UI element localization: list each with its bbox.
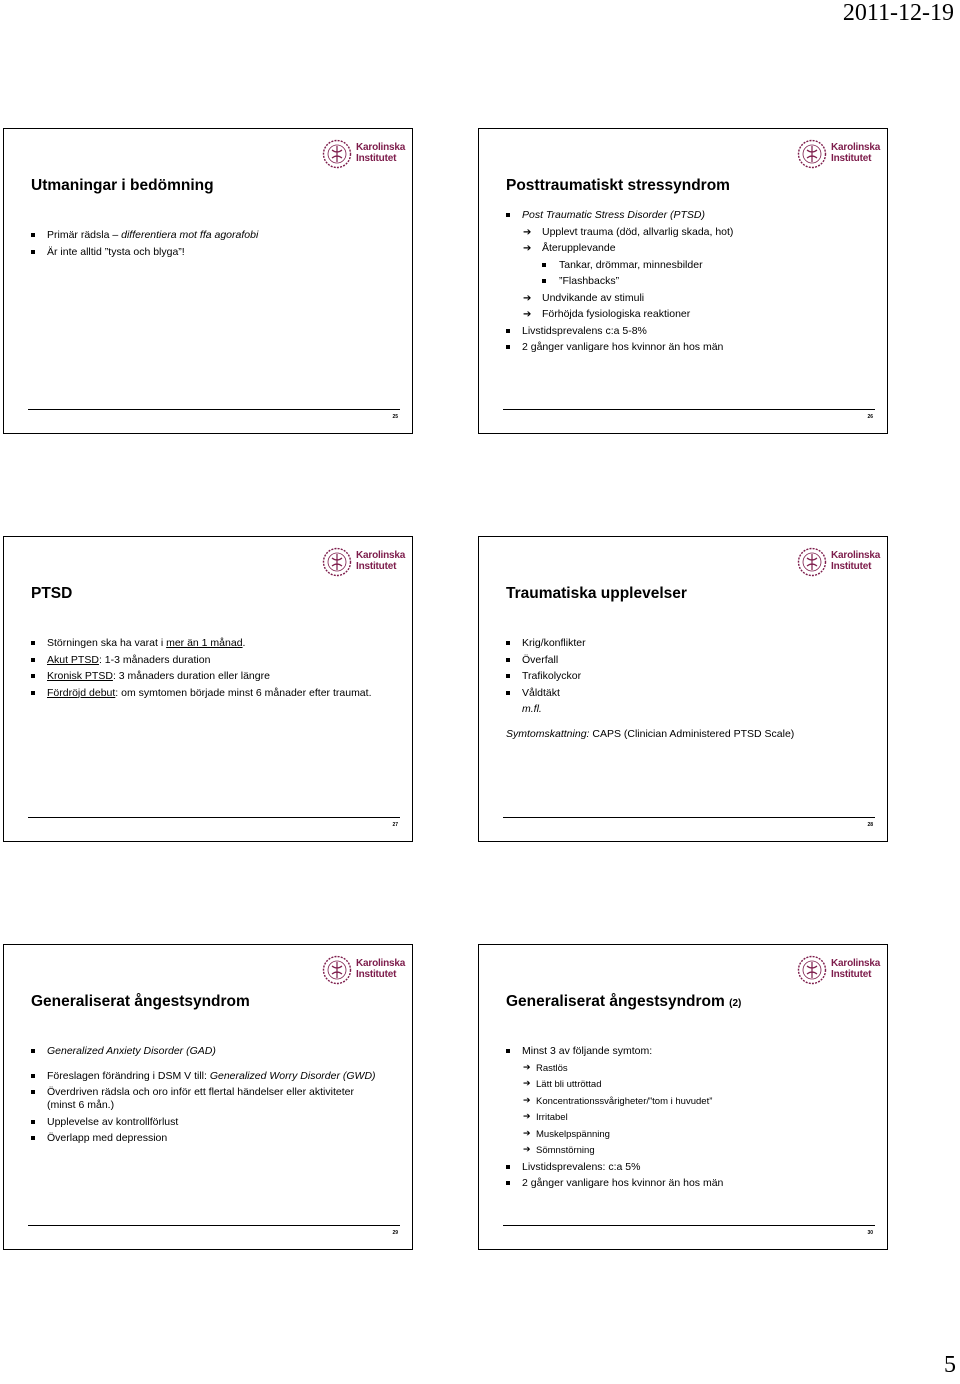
slide-title: PTSD bbox=[31, 585, 73, 602]
list-item: Generalized Anxiety Disorder (GAD) bbox=[31, 1045, 382, 1058]
slide-number: 28 bbox=[867, 822, 873, 828]
list-item: Överdriven rädsla och oro inför ett flertal händelser eller aktiviteter (minst 6 mån.) bbox=[31, 1086, 382, 1112]
seal-icon bbox=[322, 139, 352, 169]
list-item: ➔ Muskelpspänning bbox=[506, 1128, 857, 1141]
list-item: ”Flashbacks” bbox=[506, 275, 857, 288]
slide-body bbox=[506, 1045, 857, 1194]
list-item: Störningen ska ha varat i mer än 1 månad. bbox=[31, 637, 382, 650]
list-item: Tankar, drömmar, minnesbilder bbox=[506, 259, 857, 272]
slide-body bbox=[506, 637, 857, 744]
list-item: Akut PTSD: 1-3 månaders duration bbox=[31, 654, 382, 667]
brand-name: Karolinska Institutet bbox=[356, 142, 406, 164]
slide-title: Traumatiska upplevelser bbox=[506, 585, 687, 602]
slide-title: Generaliserat ångestsyndrom bbox=[31, 993, 250, 1010]
seal-icon bbox=[322, 547, 352, 577]
list-item: 2 gånger vanligare hos kvinnor än hos män bbox=[506, 1177, 857, 1190]
list-item: Livstidsprevalens c:a 5-8% bbox=[506, 325, 857, 338]
slide-27 bbox=[3, 536, 413, 842]
slide-number: 26 bbox=[867, 414, 873, 420]
slide-number: 27 bbox=[392, 822, 398, 828]
karolinska-logo bbox=[322, 139, 404, 169]
list-item: Fördröjd debut: om symtomen började minst 6 månader efter traumat. bbox=[31, 687, 382, 700]
karolinska-logo bbox=[797, 139, 879, 169]
list-item: ➔ Irritabel bbox=[506, 1111, 857, 1124]
slide-29 bbox=[3, 944, 413, 1250]
footer-rule bbox=[28, 409, 400, 410]
brand-name: Karolinska Institutet bbox=[356, 958, 406, 980]
slide-30 bbox=[478, 944, 888, 1250]
list-item: Föreslagen förändring i DSM V till: Generalized Worry Disorder (GWD) bbox=[31, 1070, 382, 1083]
list-item: ➔ Koncentrationssvårigheter/”tom i huvudet” bbox=[506, 1095, 857, 1108]
slide-title: Generaliserat ångestsyndrom (2) bbox=[506, 993, 742, 1010]
footer-rule bbox=[503, 817, 875, 818]
list-item: Är inte alltid ”tysta och blyga”! bbox=[31, 246, 382, 259]
karolinska-logo bbox=[322, 955, 404, 985]
list-item: ➔ Förhöjda fysiologiska reaktioner bbox=[506, 308, 857, 321]
list-item: Primär rädsla – differentiera mot ffa agorafobi bbox=[31, 229, 382, 242]
list-item: 2 gånger vanligare hos kvinnor än hos män bbox=[506, 341, 857, 354]
slide-number: 25 bbox=[392, 414, 398, 420]
list-item: Överfall bbox=[506, 654, 857, 667]
seal-icon bbox=[797, 139, 827, 169]
footer-rule bbox=[503, 409, 875, 410]
seal-icon bbox=[797, 955, 827, 985]
brand-name: Karolinska Institutet bbox=[831, 550, 881, 572]
karolinska-logo bbox=[322, 547, 404, 577]
list-item: Livstidsprevalens: c:a 5% bbox=[506, 1161, 857, 1174]
slide-26 bbox=[478, 128, 888, 434]
list-item: ➔ Undvikande av stimuli bbox=[506, 292, 857, 305]
list-item: ➔ Upplevt trauma (död, allvarlig skada, hot) bbox=[506, 226, 857, 239]
slide-title: Posttraumatiskt stressyndrom bbox=[506, 177, 730, 194]
list-item: Våldtäkt bbox=[506, 687, 857, 700]
list-item: m.fl. bbox=[522, 703, 542, 715]
list-item: ➔ Sömnstörning bbox=[506, 1144, 857, 1157]
seal-icon bbox=[797, 547, 827, 577]
footer-rule bbox=[28, 817, 400, 818]
slide-body bbox=[31, 637, 382, 703]
list-item: Krig/konflikter bbox=[506, 637, 857, 650]
title-suffix: (2) bbox=[729, 998, 742, 1009]
slide-body bbox=[31, 229, 382, 262]
list-item: Trafikolyckor bbox=[506, 670, 857, 683]
list-item: Överlapp med depression bbox=[31, 1132, 382, 1145]
karolinska-logo bbox=[797, 955, 879, 985]
slide-number: 29 bbox=[392, 1230, 398, 1236]
seal-icon bbox=[322, 955, 352, 985]
page-date: 2011-12-19 bbox=[842, 0, 954, 26]
footer-rule bbox=[28, 1225, 400, 1226]
list-item: Kronisk PTSD: 3 månaders duration eller längre bbox=[31, 670, 382, 683]
list-item: ➔ Rastlös bbox=[506, 1062, 857, 1075]
page-number: 5 bbox=[944, 1352, 956, 1378]
list-item: ➔ Lätt bli uttröttad bbox=[506, 1078, 857, 1091]
brand-name: Karolinska Institutet bbox=[831, 142, 881, 164]
slide-body bbox=[31, 1045, 382, 1149]
slide-25 bbox=[3, 128, 413, 434]
karolinska-logo bbox=[797, 547, 879, 577]
slide-28 bbox=[478, 536, 888, 842]
brand-name: Karolinska Institutet bbox=[356, 550, 406, 572]
slide-title: Utmaningar i bedömning bbox=[31, 177, 214, 194]
list-item: Upplevelse av kontrollförlust bbox=[31, 1116, 382, 1129]
footer-rule bbox=[503, 1225, 875, 1226]
brand-name: Karolinska Institutet bbox=[831, 958, 881, 980]
slide-body bbox=[506, 209, 857, 358]
slide-number: 30 bbox=[867, 1230, 873, 1236]
list-item: Post Traumatic Stress Disorder (PTSD) bbox=[506, 209, 857, 222]
scale-note: Symtomskattning: CAPS (Clinician Administered PTSD Scale) bbox=[506, 727, 795, 740]
list-item: Minst 3 av följande symtom: bbox=[506, 1045, 857, 1058]
list-item: ➔ Återupplevande bbox=[506, 242, 857, 255]
